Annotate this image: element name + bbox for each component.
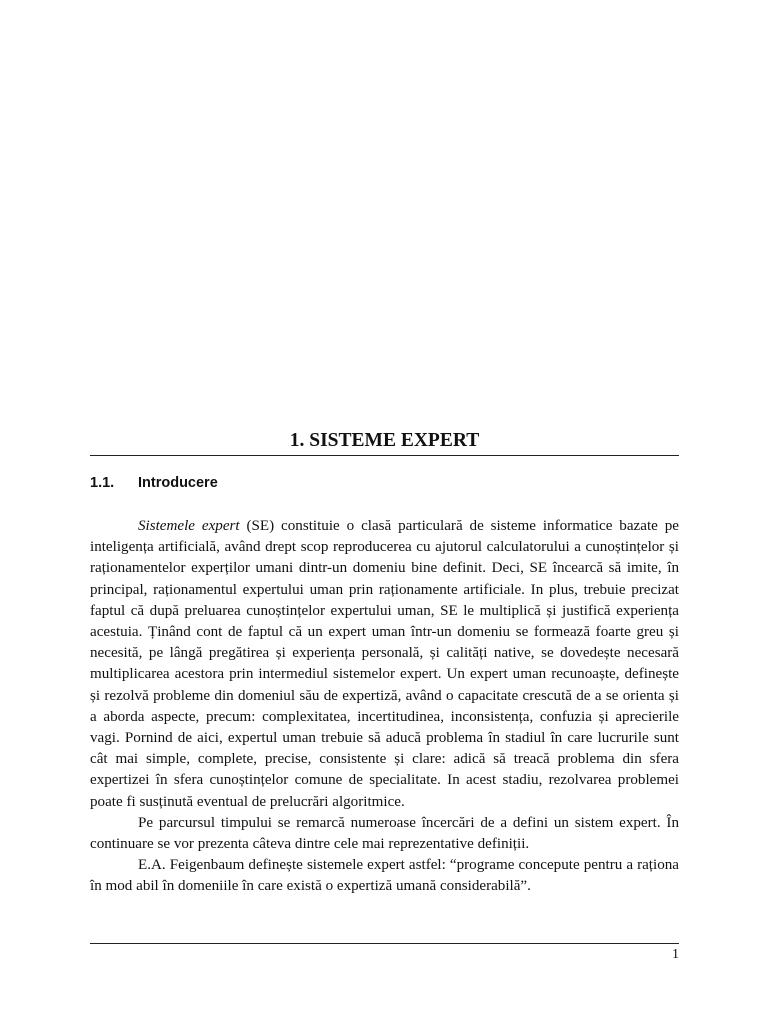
- body-text: [90, 516, 679, 898]
- paragraph-3: E.A. Feigenbaum definește sistemele expert astfel: “programe concepute pentru a raționa în mod abil în domeniile în care există o expertiză umană considerabilă”.: [90, 857, 679, 895]
- paragraph-1: [90, 516, 679, 813]
- paragraph-1-text: (SE) constituie o clasă particulară de sisteme informatice bazate pe inteligența artificială, având drept scop reproducerea cu ajutorul calculatorului a cunoștințelor și raționamentelor experților umani dintr-un domeniu bine definit. Deci, SE încearcă să imite, în principal, raționamentul expertului uman prin raționamente artificiale. In plus, trebuie precizat faptul că după preluarea cunoștințelor expertului uman, SE le multiplică și justifică experiența acestuia. Ținând cont de faptul că un expert uman într-un domeniu se formează foarte greu și necesită, pe lângă pregătirea și experiența personală, și calități native, se dovedește necesară multiplicarea acestora prin intermediul sistemelor expert. Un expert uman recunoaște, definește și rezolvă probleme din domeniul său de expertiză, având o capacitate crescută de a se orienta și a aborda aspecte, precum: complexitatea, incertitudinea, inconsistența, confuzia și aprecierile vagi. Pornind de aici, expertul uman trebuie să aducă problema în stadiul în care lucrurile sunt cât mai simple, complete, precise, consistente și clare: adică să treacă problema din sfera expertizei în sfera cunoștințelor comune de specialitate. In acest stadiu, rezolvarea problemei poate fi susținută eventual de prelucrări algoritmice.: [90, 518, 679, 810]
- section-number: 1.1.: [90, 475, 115, 491]
- term-italic: Sistemele expert: [138, 518, 240, 534]
- section-title: Introducere: [138, 475, 218, 491]
- paragraph-2: Pe parcursul timpului se remarcă numeroase încercări de a defini un sistem expert. În continuare se vor prezenta câteva dintre cele mai reprezentative definiții.: [90, 814, 679, 853]
- chapter-title: 1. SISTEME EXPERT: [289, 430, 480, 451]
- page-number: 1: [672, 947, 679, 962]
- footer-rule: [90, 943, 679, 944]
- section-heading: [90, 473, 218, 493]
- title-rule: [90, 455, 679, 456]
